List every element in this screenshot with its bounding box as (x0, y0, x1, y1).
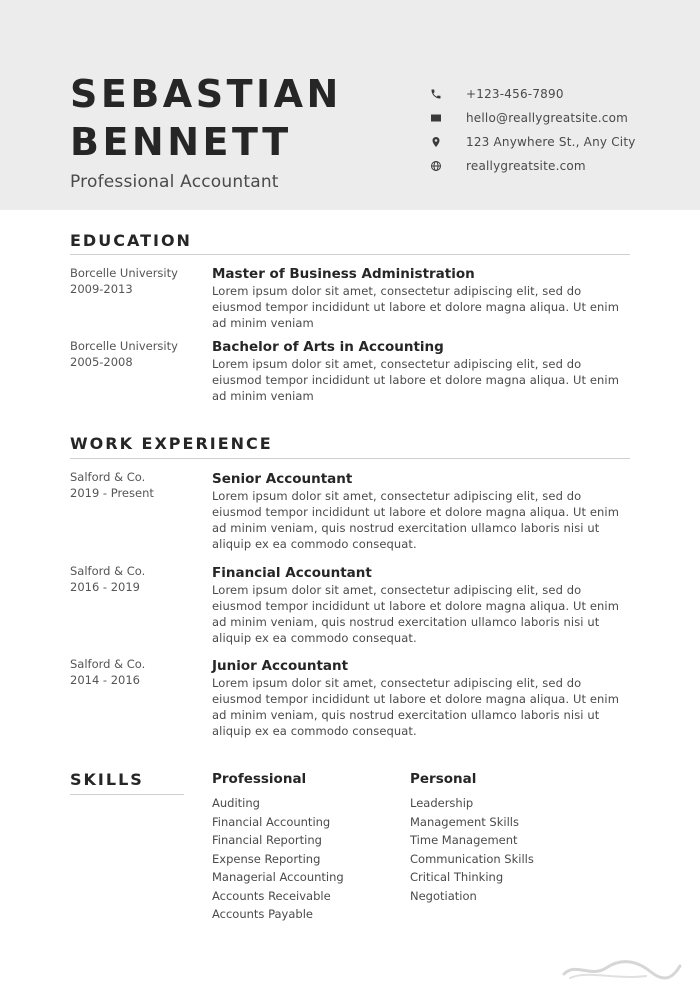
contact-address (430, 130, 636, 154)
skill-item: Critical Thinking (410, 870, 504, 884)
description-line: Lorem ipsum dolor sit amet, consectetur adipiscing elit, sed do (212, 676, 582, 690)
entry-description (212, 283, 632, 331)
date-range: 2014 - 2016 (70, 673, 140, 687)
skill-item: Negotiation (410, 888, 477, 903)
experience-divider (70, 458, 630, 459)
description-line: eiusmod tempor incididunt ut labore et dolore magna aliqua. Ut enim (212, 373, 620, 387)
entry-description (212, 582, 632, 646)
skill-item: Expense Reporting (212, 851, 321, 866)
contact-phone (430, 82, 636, 106)
email-address: hello@reallygreatsite.com (466, 111, 629, 125)
mail-icon (430, 112, 442, 124)
experience-entry (212, 470, 632, 552)
experience-entry-meta (70, 469, 200, 501)
description-line: aliquip ex ea commodo consequat. (212, 631, 417, 645)
degree-title: Master of Business Administration (212, 266, 475, 282)
job-title: Professional Accountant (70, 172, 279, 192)
education-divider (70, 254, 630, 255)
education-entry-meta (70, 265, 200, 297)
description-line: ad minim veniam, quis nostrud exercitation ullamco laboris nisi ut (212, 615, 600, 629)
position-title: Senior Accountant (212, 471, 353, 487)
description-line: eiusmod tempor incididunt ut labore et dolore magna aliqua. Ut enim (212, 505, 620, 519)
skill-item: Financial Accounting (212, 814, 331, 829)
skill-item: Accounts Payable (212, 907, 313, 921)
skills-subheading: Personal (410, 771, 477, 787)
website-url: reallygreatsite.com (466, 159, 586, 173)
description-line: eiusmod tempor incididunt ut labore et dolore magna aliqua. Ut enim (212, 300, 620, 314)
education-entry (212, 338, 632, 404)
position-title: Financial Accountant (212, 565, 372, 581)
skill-item: Auditing (212, 796, 260, 810)
skills-subheading: Professional (212, 771, 307, 787)
street-address: 123 Anywhere St., Any City (466, 135, 636, 149)
skill-item: Leadership (410, 796, 474, 810)
experience-entry (212, 564, 632, 646)
experience-entry (212, 657, 632, 739)
description-line: ad minim veniam, quis nostrud exercitation ullamco laboris nisi ut (212, 521, 600, 535)
description-line: ad minim veniam (212, 389, 314, 403)
location-pin-icon (430, 136, 442, 148)
education-heading: EDUCATION (70, 231, 192, 250)
description-line: aliquip ex ea commodo consequat. (212, 537, 417, 551)
employer: Salford & Co. (70, 657, 146, 671)
last-name: BENNETT (70, 120, 292, 164)
description-line: Lorem ipsum dolor sit amet, consectetur adipiscing elit, sed do (212, 583, 582, 597)
date-range: 2009-2013 (70, 282, 133, 296)
description-line: Lorem ipsum dolor sit amet, consectetur adipiscing elit, sed do (212, 489, 582, 503)
skill-item: Accounts Receivable (212, 888, 331, 903)
phone-number: +123-456-7890 (466, 87, 564, 101)
contact-website (430, 154, 636, 178)
description-line: eiusmod tempor incididunt ut labore et dolore magna aliqua. Ut enim (212, 599, 620, 613)
skill-item: Time Management (410, 833, 518, 847)
education-entry (212, 265, 632, 331)
watermark-logo (556, 956, 686, 982)
employer: Salford & Co. (70, 564, 146, 578)
date-range: 2005-2008 (70, 355, 133, 369)
education-entry-meta (70, 338, 200, 370)
date-range: 2016 - 2019 (70, 580, 140, 594)
contact-list (430, 82, 636, 178)
personal-skills (410, 770, 534, 905)
phone-icon (430, 88, 442, 100)
skill-item: Managerial Accounting (212, 870, 344, 884)
skill-item: Management Skills (410, 814, 519, 829)
entry-description (212, 356, 632, 404)
experience-entry-meta (70, 563, 200, 595)
description-line: eiusmod tempor incididunt ut labore et dolore magna aliqua. Ut enim (212, 692, 620, 706)
skill-item: Communication Skills (410, 851, 534, 866)
date-range: 2019 - Present (70, 486, 154, 500)
description-line: Lorem ipsum dolor sit amet, consectetur adipiscing elit, sed do (212, 357, 582, 371)
skills-divider (70, 794, 184, 795)
first-name: SEBASTIAN (70, 72, 342, 116)
contact-email (430, 106, 636, 130)
professional-skills (212, 770, 344, 924)
degree-title: Bachelor of Arts in Accounting (212, 339, 444, 355)
skill-item: Financial Reporting (212, 833, 322, 847)
experience-heading: WORK EXPERIENCE (70, 434, 273, 453)
institution: Borcelle University (70, 266, 178, 280)
description-line: Lorem ipsum dolor sit amet, consectetur adipiscing elit, sed do (212, 284, 582, 298)
experience-entry-meta (70, 656, 200, 688)
position-title: Junior Accountant (212, 658, 349, 674)
entry-description (212, 488, 632, 552)
entry-description (212, 675, 632, 739)
globe-icon (430, 160, 442, 172)
institution: Borcelle University (70, 339, 178, 353)
skills-heading: SKILLS (70, 770, 144, 789)
description-line: aliquip ex ea commodo consequat. (212, 724, 417, 738)
employer: Salford & Co. (70, 470, 146, 484)
description-line: ad minim veniam, quis nostrud exercitation ullamco laboris nisi ut (212, 708, 600, 722)
description-line: ad minim veniam (212, 316, 314, 330)
full-name (70, 70, 342, 166)
